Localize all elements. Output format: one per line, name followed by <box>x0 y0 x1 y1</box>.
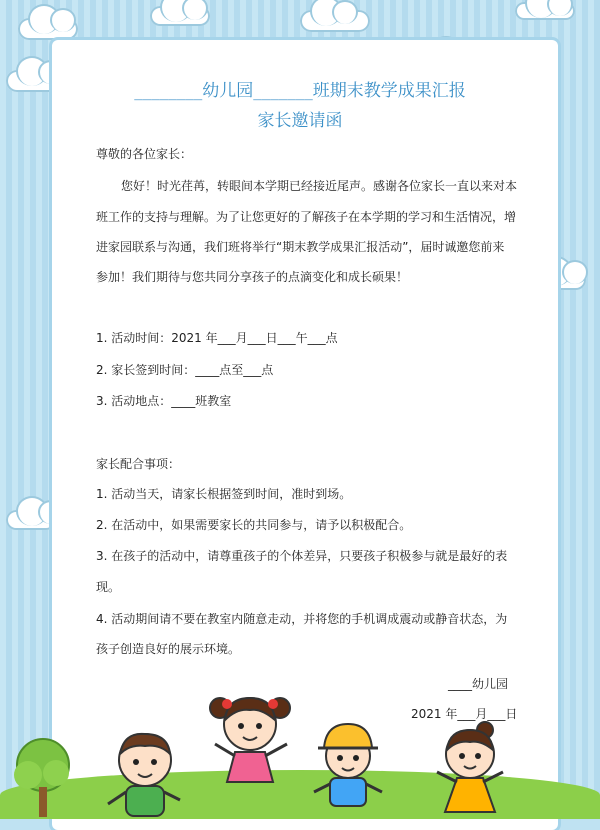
note-item: 孩子创造良好的展示环境。 <box>96 642 241 656</box>
notes-heading: 家长配合事项： <box>96 457 181 471</box>
note-item: 现。 <box>96 580 121 594</box>
cloud-icon <box>515 2 575 20</box>
intro-line: 您好！时光荏苒，转眼间本学期已经接近尾声。感谢各位家长一直以来对本 <box>121 179 518 193</box>
note-item: 4. 活动期间请不要在教室内随意走动，并将您的手机调成震动或静音状态，为 <box>96 612 508 626</box>
note-item: 2. 在活动中，如果需要家长的共同参与，请予以积极配合。 <box>96 518 412 532</box>
activity-location: 3. 活动地点：____班教室 <box>96 394 232 408</box>
cloud-icon <box>6 510 56 530</box>
cloud-icon <box>150 6 210 26</box>
signin-time: 2. 家长签到时间：____点至___点 <box>96 363 274 377</box>
intro-line: 参加！我们期待与您共同分享孩子的点滴变化和成长硕果！ <box>96 270 409 284</box>
kid-icon <box>205 690 295 790</box>
intro-line: 进家园联系与沟通，我们班将举行“期末教学成果汇报活动”，届时诚邀您前来 <box>96 240 505 254</box>
kid-icon <box>308 718 388 818</box>
cloud-icon <box>300 10 370 32</box>
activity-time: 1. 活动时间：2021 年___月___日___午___点 <box>96 331 338 345</box>
note-item: 1. 活动当天，请家长根据签到时间，准时到场。 <box>96 487 352 501</box>
signature: ____幼儿园 <box>448 677 509 691</box>
date-line: 2021 年___月___日 <box>411 707 518 721</box>
salutation: 尊敬的各位家长： <box>96 147 193 161</box>
invitation-title: ________幼儿园_______班期末教学成果汇报 <box>134 81 466 101</box>
tree-icon <box>8 735 78 819</box>
kid-icon <box>100 730 190 819</box>
intro-line: 班工作的支持与理解。为了让您更好的了解孩子在本学期的学习和生活情况，增 <box>96 210 517 224</box>
cloud-icon <box>18 18 78 40</box>
kid-icon <box>425 720 515 819</box>
invitation-subtitle: 家长邀请函 <box>257 111 343 131</box>
note-item: 3. 在孩子的活动中，请尊重孩子的个体差异，只要孩子积极参与就是最好的表 <box>96 549 508 563</box>
